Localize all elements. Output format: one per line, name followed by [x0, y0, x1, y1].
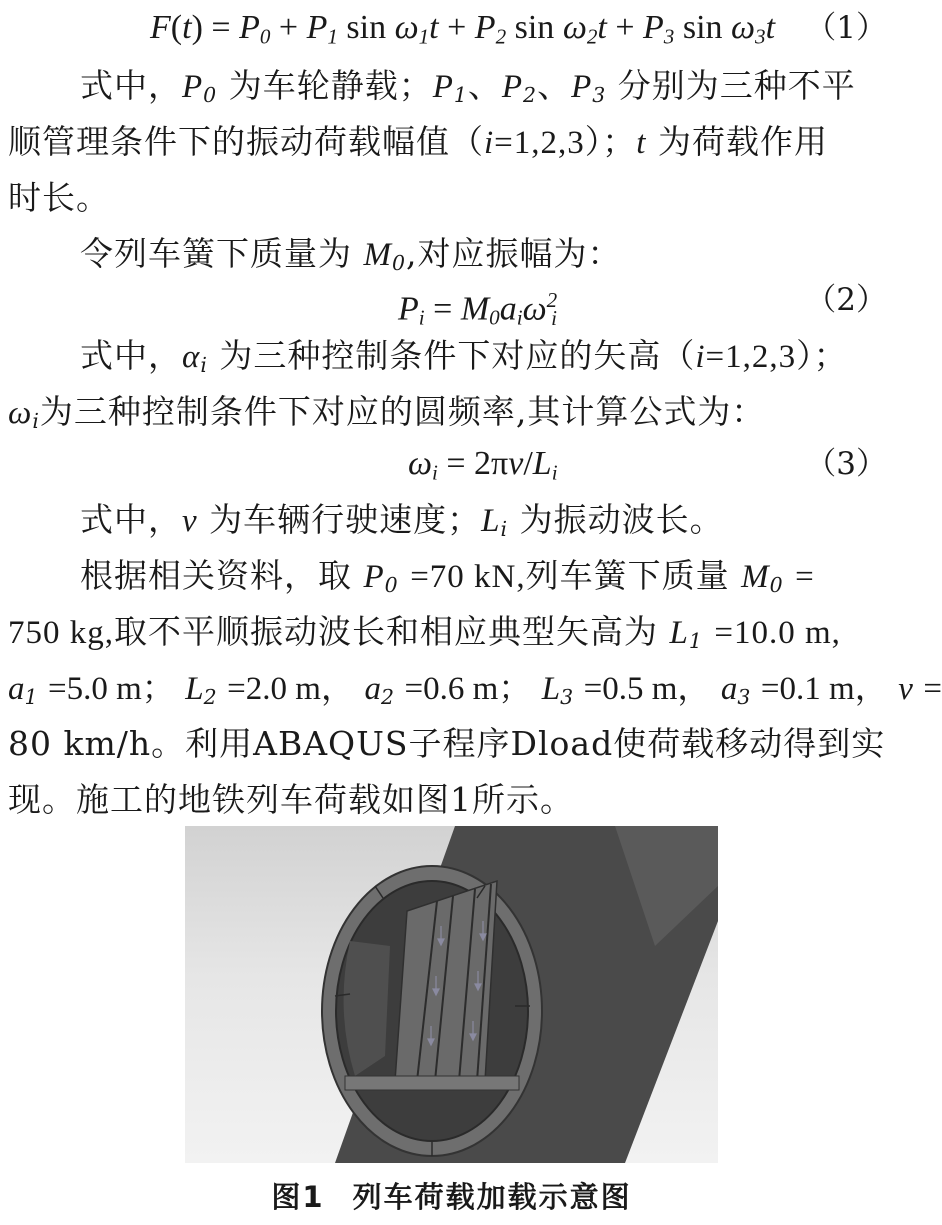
equation-3-number: （3）: [805, 446, 887, 482]
equation-1: $F(t) = P_0 + P_1$ $\sin \omega_1t + P_2$ $\sin \omega_2t + P_3$ $\sin \omega_3t$: [150, 9, 776, 49]
para5-line4: 80 km/h。利用ABAQUS子程序Dload使荷载移动得到实: [8, 724, 886, 763]
tunnel-illustration: [185, 826, 718, 1163]
equation-2-number: （2）: [805, 282, 887, 318]
figure-1-caption: 图1 列车荷载加载示意图: [271, 1180, 632, 1214]
tunnel-left-wall: [344, 941, 390, 1076]
para2: 令列车簧下质量为 $M_0$,对应振幅为：: [80, 234, 622, 276]
track-bed: [395, 881, 497, 1081]
para1-line1: 式中，$P_0$ 为车轮静载；$P_1$、$P_2$、$P_3$ 分别为三种不平: [80, 66, 856, 108]
para1-line2: 顺管理条件下的振动荷载幅值（i=1,2,3）；t 为荷载作用: [8, 122, 828, 161]
para5-line2: 750 kg,取不平顺振动波长和相应典型矢高为 $L_1 =10.0$ m,: [8, 615, 841, 654]
para4: 式中，v 为车辆行驶速度；$L_i$ 为振动波长。: [80, 500, 724, 542]
equation-3: $\omega_i = 2\pi v/L_i$: [408, 445, 558, 485]
para3-line1: 式中，$\alpha_i$ 为三种控制条件下对应的矢高（i=1,2,3）；: [80, 336, 848, 378]
para3-line2: $\omega_i$为三种控制条件下对应的圆频率,其计算公式为：: [8, 392, 766, 434]
para5-line3: $a_1 =5.0$ m； $L_2 =2.0$ m， $a_2 =0.6$ m； $L_3 =0.5$ m， $a_3 =0.1$ m， v =: [8, 671, 942, 710]
para5-line5: 现。施工的地铁列车荷载如图1所示。: [8, 780, 574, 819]
equation-2: $P_i = M_0a_i\omega^2_i$: [398, 288, 558, 330]
figure-1-tunnel-load-image: [185, 826, 718, 1163]
tunnel-base-slab: [345, 1076, 519, 1090]
para5-line1: 根据相关资料，取 $P_0 =70$ kN,列车簧下质量 $M_0$ =: [80, 556, 815, 598]
equation-1-number: （1）: [805, 10, 887, 46]
para1-line3: 时长。: [8, 178, 110, 217]
